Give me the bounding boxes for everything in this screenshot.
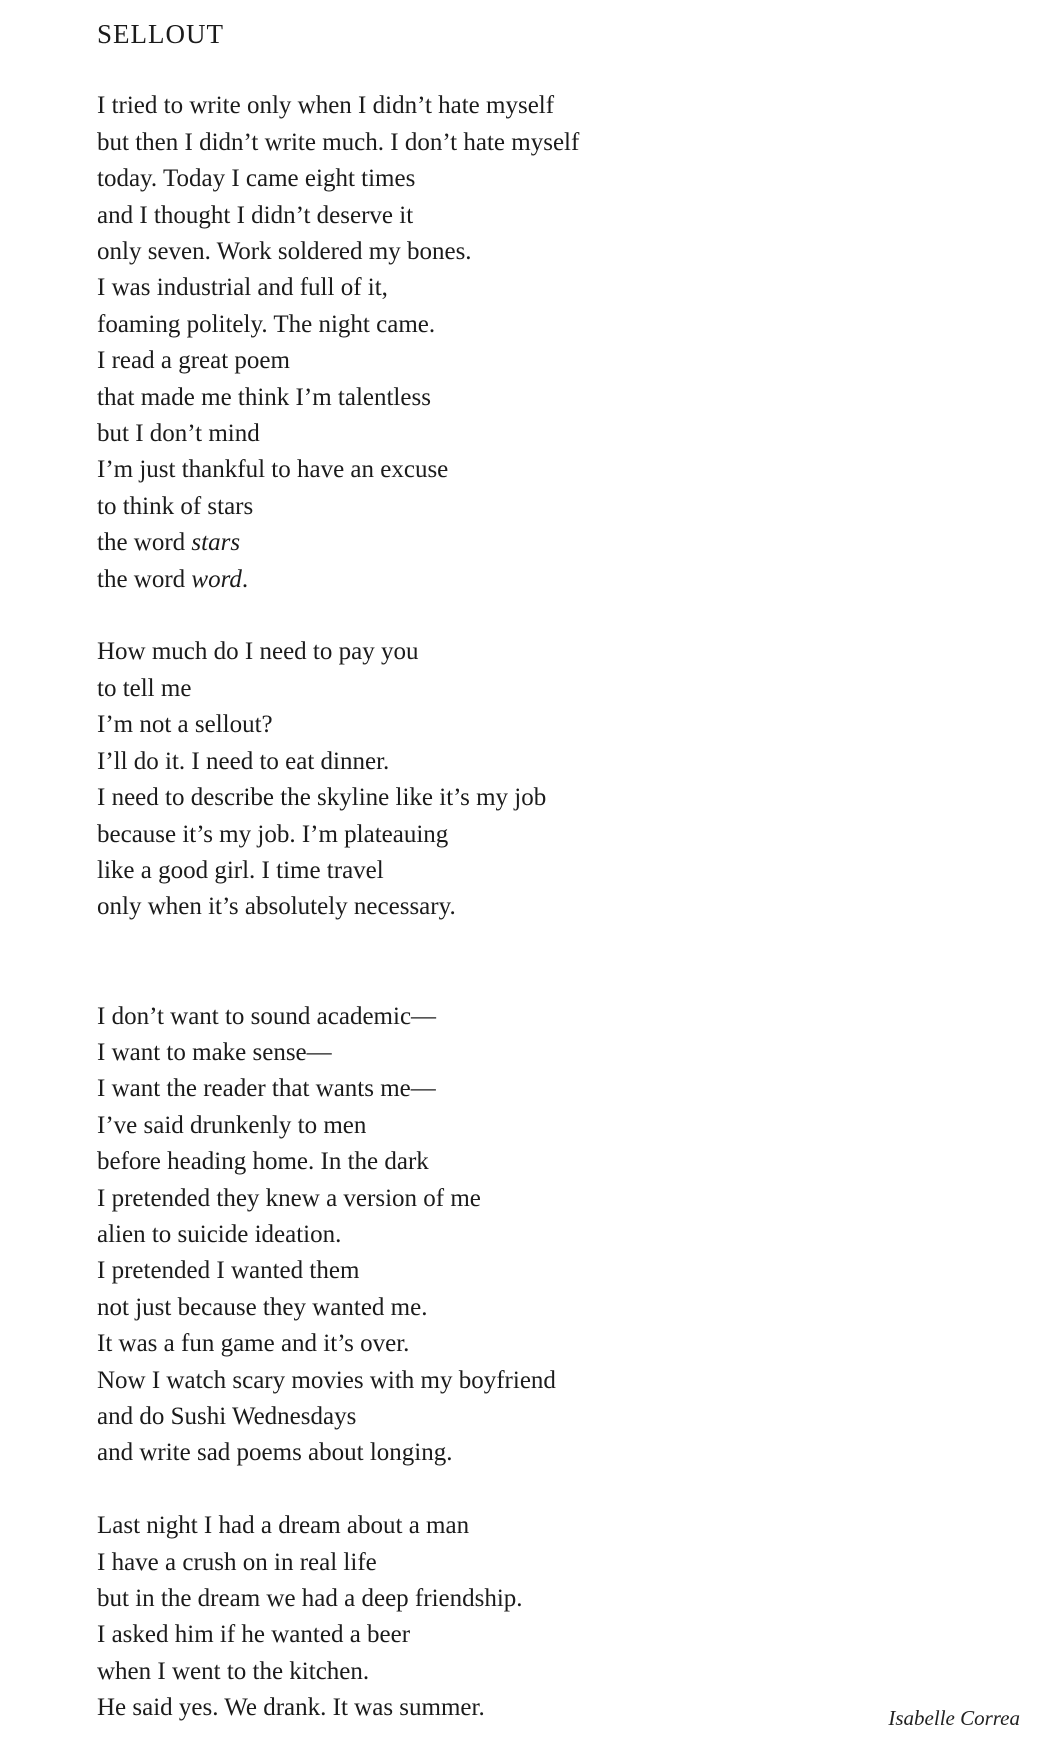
poem-line-text: Now I watch scary movies with my boyfriend (97, 1366, 556, 1394)
poem-line (97, 489, 1020, 525)
poem-line (97, 1144, 1020, 1180)
poem-line-text: but in the dream we had a deep friendship. (97, 1585, 523, 1613)
poem-line-text: alien to suicide ideation. (97, 1220, 342, 1248)
poem-line (97, 671, 1020, 707)
poem-line-text: only when it’s absolutely necessary. (97, 893, 456, 921)
stanza (97, 634, 1020, 925)
poem-line (97, 1690, 1020, 1726)
poem-line-text: I don’t want to sound academic— (97, 1002, 437, 1030)
stanza (97, 999, 1020, 1472)
poem-line (97, 416, 1020, 452)
poem-line (97, 125, 1020, 161)
poem-line-text: I want to make sense— (97, 1038, 332, 1066)
poem-line-text: before heading home. In the dark (97, 1148, 429, 1176)
poem-line-text: I’m just thankful to have an excuse (97, 456, 449, 484)
poem-line-italic-word: word (191, 565, 242, 593)
poem-line-text: like a good girl. I time travel (97, 856, 384, 884)
poem-line-text: I’m not a sellout? (97, 711, 273, 739)
poem-line (97, 380, 1020, 416)
poem-line (97, 1545, 1020, 1581)
poem-line (97, 307, 1020, 343)
poem-line-text: How much do I need to pay you (97, 638, 419, 666)
poem-line-text: I asked him if he wanted a beer (97, 1621, 411, 1649)
poem-line-text: . (241, 565, 249, 593)
poem-line-text: I pretended I wanted them (97, 1257, 360, 1285)
poem-line (97, 1581, 1020, 1617)
poem-line-text: I pretended they knew a version of me (97, 1184, 481, 1212)
poem-line (97, 1363, 1020, 1399)
poem-line (97, 1508, 1020, 1544)
poem-line-text: and write sad poems about longing. (97, 1439, 453, 1467)
poem-line (97, 161, 1020, 197)
poem-line-text: when I went to the kitchen. (97, 1657, 370, 1685)
poem-line (97, 889, 1020, 925)
poem-line-text: but then I didn’t write much. I don’t hate myself (97, 128, 580, 156)
poem-author: Isabelle Correa (888, 1706, 1020, 1730)
poem-line (97, 1181, 1020, 1217)
poem-line (97, 234, 1020, 270)
poem-line (97, 817, 1020, 853)
poem-line-text: because it’s my job. I’m plateauing (97, 820, 449, 848)
poem-line-text: I have a crush on in real life (97, 1548, 377, 1576)
poem-line (97, 1654, 1020, 1690)
poem-line (97, 1290, 1020, 1326)
poem-line-text: and do Sushi Wednesdays (97, 1403, 357, 1430)
poem-line (97, 780, 1020, 816)
poem-line-text: I want the reader that wants me— (97, 1075, 436, 1103)
poem-line-text: I need to describe the skyline like it’s my job (97, 784, 547, 812)
poem-line (97, 198, 1020, 234)
poem-line-text: only seven. Work soldered my bones. (97, 238, 472, 266)
poem-line-text: and I thought I didn’t deserve it (97, 201, 414, 229)
poem-line (97, 1326, 1020, 1362)
stanza (97, 88, 1020, 598)
poem-line (97, 999, 1020, 1035)
poem-line (97, 525, 1020, 561)
poem-body (97, 88, 1020, 1726)
poem-line (97, 562, 1020, 598)
poem-line-text: not just because they wanted me. (97, 1293, 428, 1321)
poem-line-text: I read a great poem (97, 347, 290, 375)
poem-line (97, 1253, 1020, 1289)
poem-line-text: but I don’t mind (97, 420, 260, 448)
poem-line (97, 1217, 1020, 1253)
poem-line (97, 1071, 1020, 1107)
poem-line-text: the word (97, 565, 192, 593)
poem-line-text: He said yes. We drank. It was summer. (97, 1694, 485, 1722)
poem-line-text: Last night I had a dream about a man (97, 1512, 470, 1540)
poem-line (97, 744, 1020, 780)
poem-line (97, 707, 1020, 743)
poem-line-text: the word (97, 529, 192, 557)
poem-line (97, 634, 1020, 670)
poem-line-text: to tell me (97, 674, 192, 702)
poem-line (97, 1108, 1020, 1144)
poem-line (97, 270, 1020, 306)
poem-line-text: I was industrial and full of it, (97, 274, 388, 302)
poem-line (97, 853, 1020, 889)
poem-line-text: It was a fun game and it’s over. (97, 1330, 410, 1358)
poem-line-text: that made me think I’m talentless (97, 383, 431, 411)
stanza (97, 1508, 1020, 1726)
poem-line-italic-word: stars (191, 529, 241, 557)
poem-line (97, 343, 1020, 379)
poem-line-text: to think of stars (97, 492, 254, 520)
poem-title: SELLOUT (97, 19, 224, 49)
poem-line (97, 1399, 1020, 1435)
poem-line-text: today. Today I came eight times (97, 165, 416, 193)
poem-line (97, 452, 1020, 488)
poem-line-text: I tried to write only when I didn’t hate myself (97, 92, 555, 120)
poem-line-text: I’ve said drunkenly to men (97, 1111, 367, 1139)
poem-line-text: I’ll do it. I need to eat dinner. (97, 747, 390, 775)
poem-line (97, 88, 1020, 124)
poem-line-text: foaming politely. The night came. (97, 310, 436, 338)
poem-line (97, 1617, 1020, 1653)
poem-line (97, 1435, 1020, 1471)
poem-line (97, 1035, 1020, 1071)
